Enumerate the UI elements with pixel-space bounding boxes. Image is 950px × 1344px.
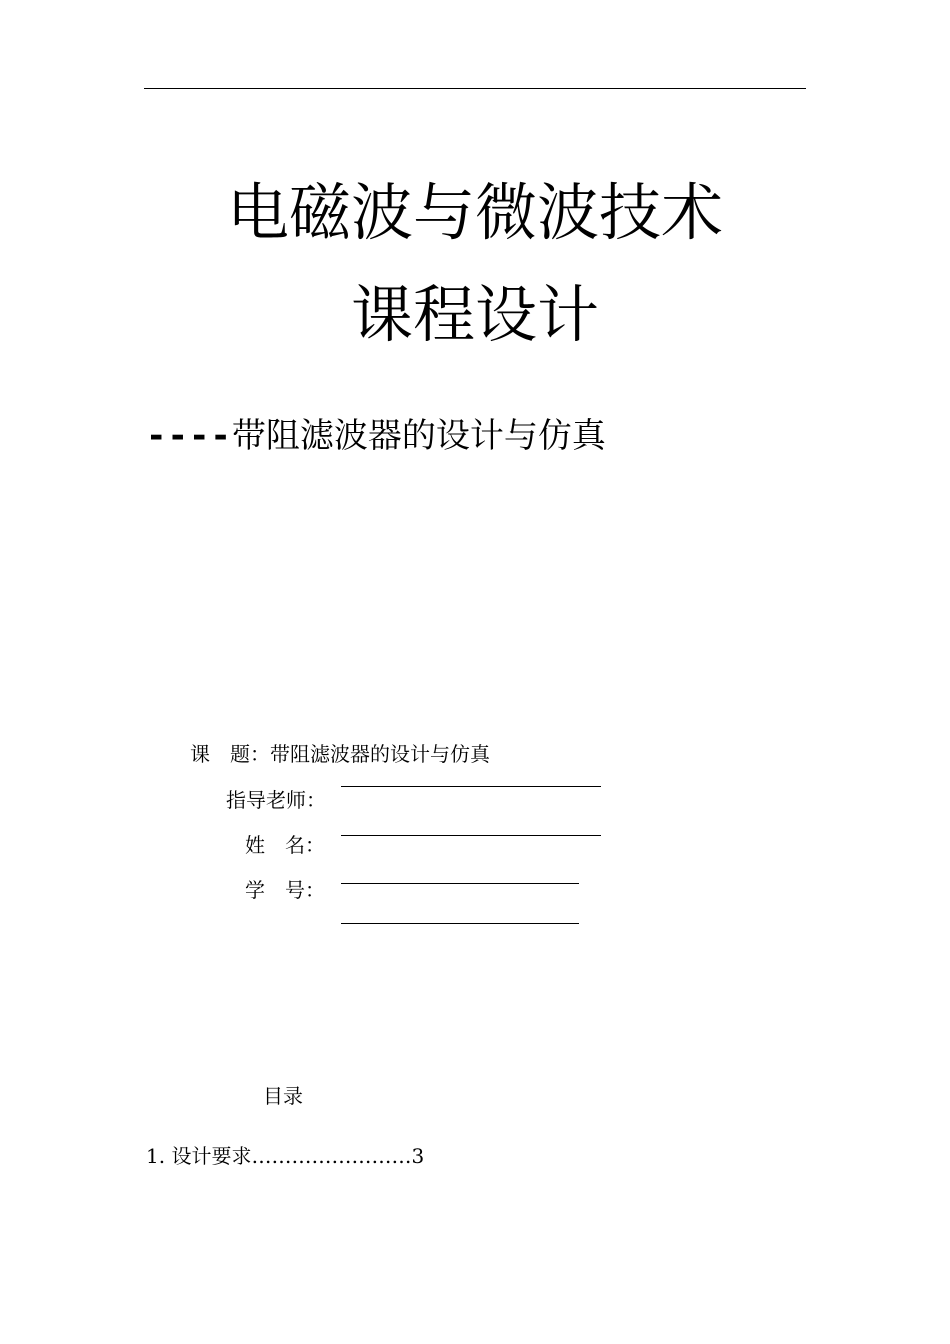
student-id-label: 学 号：	[245, 878, 325, 902]
subtitle-text: 带阻滤波器的设计与仿真	[231, 416, 606, 456]
advisor-row	[226, 788, 326, 812]
advisor-blank-line	[341, 786, 601, 787]
course-design-title: 课程设计	[350, 278, 599, 351]
toc-item-page: 3	[411, 1144, 425, 1168]
student-id-blank-line	[341, 883, 579, 884]
extra-blank-line	[341, 923, 579, 924]
topic-label: 课 题：	[190, 742, 270, 766]
subtitle-dashes: ----	[146, 416, 232, 456]
toc-item-number: 1.	[146, 1144, 166, 1168]
toc-item-title: 设计要求	[171, 1144, 252, 1168]
toc-item	[146, 1140, 424, 1169]
course-title: 电磁波与微波技术	[226, 176, 723, 249]
topic-value: 带阻滤波器的设计与仿真	[270, 742, 490, 766]
name-label: 姓 名：	[245, 833, 325, 857]
subtitle	[146, 418, 606, 455]
name-row	[245, 833, 325, 857]
header-rule	[144, 88, 806, 89]
advisor-label: 指导老师：	[226, 788, 326, 812]
student-id-row	[245, 878, 325, 902]
toc-item-leader: ……………………	[251, 1144, 412, 1168]
toc-heading: 目录	[263, 1084, 303, 1108]
topic-row	[190, 742, 490, 766]
name-blank-line	[341, 835, 601, 836]
